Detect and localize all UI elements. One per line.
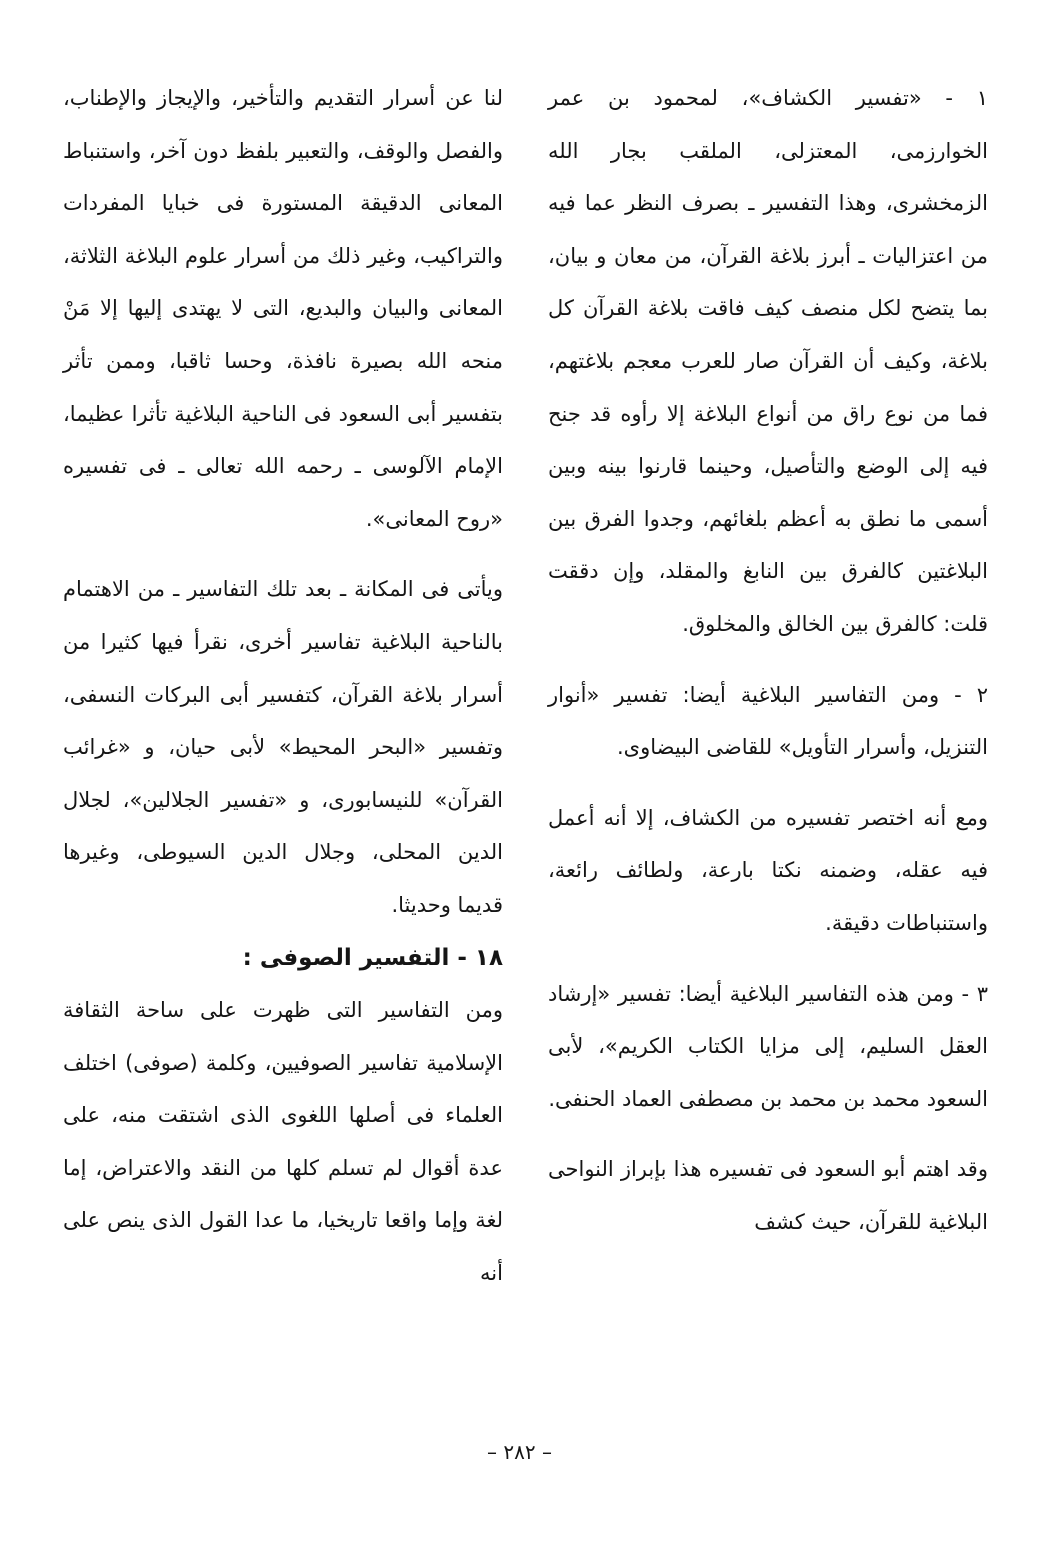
- paragraph-abu-saud: ٣ - ومن هذه التفاسير البلاغية أيضا: تفسير «إرشاد العقل السليم، إلى مزايا الكتاب الكريم»، لأبى السعود محمد بن محمد بن مصطفى العماد الحنفى.: [548, 981, 988, 1111]
- section-heading-sufi-tafsir: ١٨ - التفسير الصوفى :: [242, 944, 503, 971]
- left-column: [63, 72, 503, 1300]
- paragraph-sufi-tafsir: ومن التفاسير التى ظهرت على ساحة الثقافة الإسلامية تفاسير الصوفيين، وكلمة (صوفى) اختلف العلماء فى أصلها اللغوى الذى اشتقت منه، على عدة أقوال لم تسلم كلها من النقد والاعتراض، إما لغة وإما واقعا تاريخيا، ما عدا القول الذى ينص على أنه: [63, 998, 503, 1286]
- right-column: [548, 72, 988, 1248]
- page-number: – ٢٨٢ –: [487, 1440, 552, 1464]
- paragraph-baydawi: ٢ - ومن التفاسير البلاغية أيضا: تفسير «أنوار التنزيل، وأسرار التأويل» للقاضى البيضاوى.: [548, 682, 988, 760]
- paragraph-other-tafsirs: ويأتى فى المكانة ـ بعد تلك التفاسير ـ من الاهتمام بالناحية البلاغية تفاسير أخرى، نقرأ فيها كثيرا من أسرار بلاغة القرآن، كتفسير أبى البركات النسفى، وتفسير «البحر المحيط» لأبى حيان، و «غرائب القرآن» للنيسابورى، و «تفسير الجلالين»، لجلال الدين المحلى، وجلال الدين السيوطى، وغيرها قديما وحديثا.: [63, 577, 503, 917]
- paragraph-rhetoric-secrets: لنا عن أسرار التقديم والتأخير، والإيجاز والإطناب، والفصل والوقف، والتعبير بلفظ دون آخر، واستنباط المعانى الدقيقة المستورة فى خبايا المفردات والتراكيب، وغير ذلك من أسرار علوم البلاغة الثلاثة، المعانى والبيان والبديع، التى لا يهتدى إليها إلا مَنْ منحه الله بصيرة نافذة، وحسا ثاقبا، وممن تأثر بتفسير أبى السعود فى الناحية البلاغية تأثرا عظيما، الإمام الآلوسى ـ رحمه الله تعالى ـ فى تفسيره «روح المعانى».: [63, 86, 503, 531]
- paragraph-abu-saud-rhetoric: وقد اهتم أبو السعود فى تفسيره هذا بإبراز النواحى البلاغية للقرآن، حيث كشف: [548, 1157, 988, 1234]
- paragraph-baydawi-summary: ومع أنه اختصر تفسيره من الكشاف، إلا أنه أعمل فيه عقله، وضمنه نكتا بارعة، ولطائف رائعة، واستنباطات دقيقة.: [548, 805, 988, 935]
- paragraph-kashshaf: ١ - «تفسير الكشاف»، لمحمود بن عمر الخوارزمى، المعتزلى، الملقب بجار الله الزمخشرى، وهذا التفسير ـ بصرف النظر عما فيه من اعتزاليات ـ أبرز بلاغة القرآن، من معان و بيان، بما يتضح لكل منصف كيف فاقت بلاغة القرآن كل بلاغة، وكيف أن القرآن صار للعرب معجم بلاغتهم، فما من نوع راق من أنواع البلاغة إلا رأوه قد جنح فيه إلى الوضع والتأصيل، وحينما قارنوا بينه وبين أسمى ما نطق به أعظم بلغائهم، وجدوا الفرق بين البلاغتين كالفرق بين النابغ والمقلد، وإن دققت قلت: كالفرق بين الخالق والمخلوق.: [548, 86, 988, 636]
